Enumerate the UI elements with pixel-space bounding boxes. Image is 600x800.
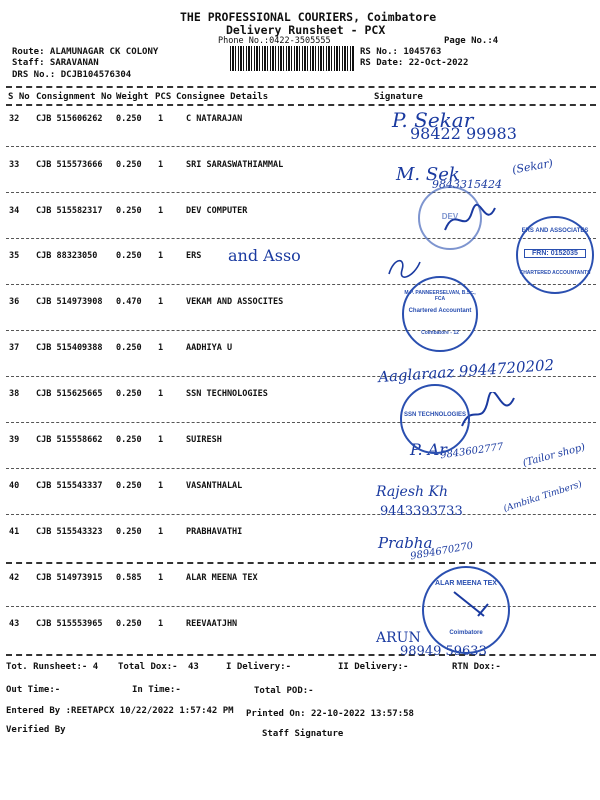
signature-32: P. Sekar xyxy=(392,108,474,132)
row-pcs: 1 xyxy=(158,251,164,261)
col-sno: S No xyxy=(8,92,30,102)
row-sno: 41 xyxy=(9,527,20,537)
row-pcs: 1 xyxy=(158,435,164,445)
row-consignment: CJB 515625665 xyxy=(36,389,103,399)
stamp-vekam-top: M.P. PANNEERSELVAN, B.Sc., FCA xyxy=(404,290,476,302)
stamp-ssn xyxy=(400,384,470,454)
row-weight: 0.250 xyxy=(116,206,142,216)
stamp-alar-text: ALAR MEENA TEX xyxy=(435,580,497,587)
signature-37: Aaglaraaz 9944720202 xyxy=(377,355,555,387)
drs-number: DRS No.: DCJB104576304 xyxy=(12,70,132,80)
row-consignee: ALAR MEENA TEX xyxy=(186,573,258,583)
row-divider xyxy=(6,330,596,331)
route: Route: ALAMUNAGAR CK COLONY xyxy=(12,47,159,57)
signature-33: M. Sek xyxy=(396,164,460,185)
row-pcs: 1 xyxy=(158,343,164,353)
row-sno: 38 xyxy=(9,389,20,399)
verified-by: Verified By xyxy=(6,725,66,735)
col-weight: Weight xyxy=(116,92,149,102)
rs-number: RS No.: 1045763 xyxy=(360,47,442,57)
table-row xyxy=(0,200,600,240)
i-delivery: I Delivery:- xyxy=(226,662,292,672)
phone-40: 9443393733 xyxy=(380,504,463,519)
row-consignment: CJB 515543323 xyxy=(36,527,103,537)
row-pcs: 1 xyxy=(158,114,164,124)
signature-41: Prabha xyxy=(378,534,433,552)
stamp-ers xyxy=(516,216,594,294)
page-number: Page No.:4 xyxy=(444,36,499,46)
table-row xyxy=(0,429,600,469)
row-consignee: ERS xyxy=(186,251,202,261)
table-bottom-divider xyxy=(6,654,596,656)
note-40: (Ambika Timbers) xyxy=(502,479,584,515)
staff-signature: Staff Signature xyxy=(262,729,344,739)
row-consignment: CJB 515573666 xyxy=(36,160,103,170)
row-sno: 43 xyxy=(9,619,20,629)
row-pcs: 1 xyxy=(158,573,164,583)
note-33: (Sekar) xyxy=(511,156,554,177)
row-sno: 40 xyxy=(9,481,20,491)
ii-delivery: II Delivery:- xyxy=(338,662,409,672)
row-consignee: VEKAM AND ASSOCITES xyxy=(186,297,284,307)
table-row xyxy=(0,613,600,653)
col-pcs: PCS xyxy=(155,92,172,102)
signature-39: P. Ar xyxy=(410,440,447,459)
signature-40: Rajesh Kh xyxy=(376,484,448,500)
consignee-note-35: and Asso xyxy=(228,246,301,265)
row-consignee: REEVAATJHN xyxy=(186,619,238,629)
row-pcs: 1 xyxy=(158,527,164,537)
col-consignment: Consignment No xyxy=(36,92,112,102)
row-weight: 0.250 xyxy=(116,619,142,629)
row-consignment: CJB 515553965 xyxy=(36,619,103,629)
row-consignee: PRABHAVATHI xyxy=(186,527,243,537)
stamp-vekam-mid: Chartered Accountant xyxy=(408,308,472,314)
row-weight: 0.250 xyxy=(116,114,142,124)
row-weight: 0.250 xyxy=(116,435,142,445)
col-signature: Signature xyxy=(374,92,423,102)
barcode xyxy=(230,46,354,71)
row-consignment: CJB 515606262 xyxy=(36,114,103,124)
stamp-vekam-bottom: Coimbatore - 12 xyxy=(421,330,459,336)
phone-41: 9894670270 xyxy=(409,540,475,563)
total-dox-value: 43 xyxy=(188,662,199,672)
row-pcs: 1 xyxy=(158,206,164,216)
row-consignment: CJB 88323050 xyxy=(36,251,98,261)
phone-43: 98949 59633 xyxy=(400,644,487,659)
printed-on: Printed On: 22-10-2022 13:57:58 xyxy=(246,709,414,719)
rtn-dox: RTN Dox:- xyxy=(452,662,501,672)
row-sno: 34 xyxy=(9,206,20,216)
row-pcs: 1 xyxy=(158,160,164,170)
row-sno: 32 xyxy=(9,114,20,124)
stamp-vekam xyxy=(402,276,478,352)
row-consignee: VASANTHALAL xyxy=(186,481,243,491)
row-sno: 35 xyxy=(9,251,20,261)
table-row xyxy=(0,567,600,607)
phone-32: 98422 99983 xyxy=(410,124,517,143)
phone-33: 9843315424 xyxy=(432,178,502,191)
row-divider xyxy=(6,146,596,147)
row-sno: 33 xyxy=(9,160,20,170)
out-time: Out Time:- xyxy=(6,685,61,695)
row-pcs: 1 xyxy=(158,619,164,629)
row-weight: 0.250 xyxy=(116,343,142,353)
row-consignee: C NATARAJAN xyxy=(186,114,243,124)
row-divider xyxy=(6,514,596,515)
stamp-ssn-text: SSN TECHNOLOGIES xyxy=(403,412,466,418)
entered-by: Entered By :REETAPCX 10/22/2022 1:57:42 PM xyxy=(6,706,234,716)
row-consignment: CJB 514973908 xyxy=(36,297,103,307)
table-row xyxy=(0,291,600,331)
row-consignee: SSN TECHNOLOGIES xyxy=(186,389,268,399)
tot-runsheet: Tot. Runsheet:- 4 xyxy=(6,662,99,672)
row-consignment: CJB 515582317 xyxy=(36,206,103,216)
row-divider xyxy=(6,562,596,564)
row-consignment: CJB 514973915 xyxy=(36,573,103,583)
stamp-ers-top: ERS AND ASSOCIATES xyxy=(521,228,589,234)
row-weight: 0.585 xyxy=(116,573,142,583)
total-dox-label: Total Dox:- xyxy=(118,662,178,672)
in-time: In Time:- xyxy=(132,685,181,695)
phone-39: 9843602777 xyxy=(439,441,505,462)
rs-date: RS Date: 22-Oct-2022 xyxy=(360,58,469,68)
row-weight: 0.250 xyxy=(116,527,142,537)
row-divider xyxy=(6,284,596,285)
row-weight: 0.250 xyxy=(116,251,142,261)
header-divider-top xyxy=(6,86,596,88)
signature-43: ARUN xyxy=(376,630,421,646)
row-sno: 36 xyxy=(9,297,20,307)
row-divider xyxy=(6,468,596,469)
row-weight: 0.470 xyxy=(116,297,142,307)
row-consignee: DEV COMPUTER xyxy=(186,206,248,216)
runsheet-subtitle: Delivery Runsheet - PCX xyxy=(226,23,386,37)
row-consignment: CJB 515543337 xyxy=(36,481,103,491)
row-weight: 0.250 xyxy=(116,481,142,491)
row-divider xyxy=(6,192,596,193)
stamp-dev-computer xyxy=(418,186,482,250)
col-consignee: Consignee Details xyxy=(176,92,269,102)
row-pcs: 1 xyxy=(158,297,164,307)
row-consignee: AADHIYA U xyxy=(186,343,233,353)
row-consignee: SUIRESH xyxy=(186,435,222,445)
row-weight: 0.250 xyxy=(116,160,142,170)
row-divider xyxy=(6,238,596,239)
row-sno: 42 xyxy=(9,573,20,583)
row-consignment: CJB 515558662 xyxy=(36,435,103,445)
row-sno: 37 xyxy=(9,343,20,353)
total-pod: Total POD:- xyxy=(254,686,314,696)
signature-scribble-35 xyxy=(384,252,424,282)
stamp-ers-bottom: CHARTERED ACCOUNTANTS xyxy=(519,270,591,276)
table-row xyxy=(0,154,600,194)
phone-number: Phone No.:0422-3505555 xyxy=(218,36,331,46)
table-row xyxy=(0,521,600,561)
row-consignee: SRI SARASWATHIAMMAL xyxy=(186,160,284,170)
row-pcs: 1 xyxy=(158,389,164,399)
row-weight: 0.250 xyxy=(116,389,142,399)
header-divider-bottom xyxy=(6,104,596,106)
row-consignment: CJB 515409388 xyxy=(36,343,103,353)
stamp-alar xyxy=(422,566,510,654)
company-title: THE PROFESSIONAL COURIERS, Coimbatore xyxy=(180,10,437,24)
staff: Staff: SARAVANAN xyxy=(12,58,99,68)
row-sno: 39 xyxy=(9,435,20,445)
row-pcs: 1 xyxy=(158,481,164,491)
stamp-alar-city: Coimbatore xyxy=(449,630,483,636)
note-39: (Tailor shop) xyxy=(521,441,587,470)
stamp-dev-text: DEV xyxy=(441,212,459,221)
stamp-ers-frn: FRN: 0152035 xyxy=(524,249,586,258)
